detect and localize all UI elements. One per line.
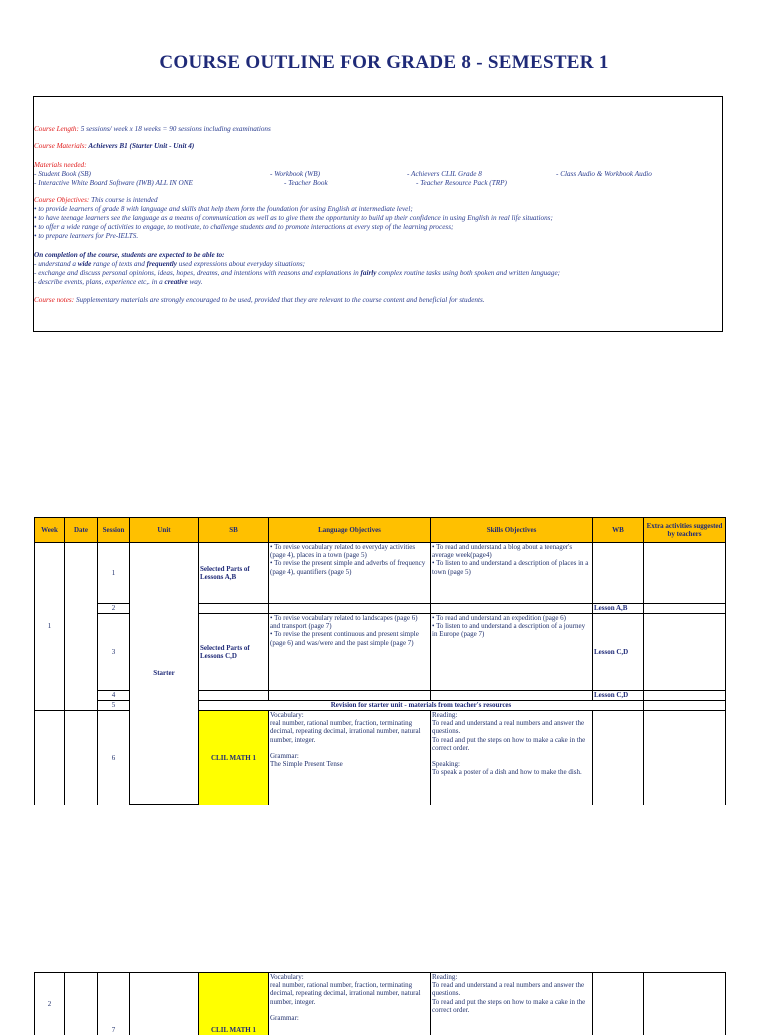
extra-cell	[644, 973, 726, 1035]
header-week: Week	[35, 518, 65, 543]
wb-cell	[593, 711, 644, 805]
week-cell	[35, 711, 65, 805]
table-row	[35, 543, 726, 604]
course-outline-box	[33, 96, 723, 332]
course-notes-label: Course notes:	[34, 296, 75, 304]
unit-cell	[130, 973, 199, 1035]
wb-cell	[593, 543, 644, 604]
completion-text: range of texts and	[91, 260, 147, 268]
language-objectives-cell: • To revise vocabulary related to landscapes (page 6) and transport (page 7) • To revise the present continuous and present simple (page 6) and was/were and the past simple (page 7)	[269, 614, 431, 691]
session-cell: 6	[98, 711, 130, 805]
language-objectives-cell	[269, 604, 431, 614]
page-title: COURSE OUTLINE FOR GRADE 8 - SEMESTER 1	[159, 52, 609, 73]
session-cell: 4	[98, 691, 130, 701]
objective-item: • to provide learners of grade 8 with language and skills that help them form the foundation for using English at intermediate level;	[34, 205, 413, 213]
skills-objectives-cell: • To read and understand a blog about a teenager's average week(page4) • To listen to and understand a description of places in a town (page 5)	[431, 543, 593, 604]
course-materials-label: Course Materials:	[34, 142, 87, 150]
skills-objectives-cell: Reading: To read and understand a real numbers and answer the questions. To read and put the steps on how to make a cake in the correct order. Speaking: To speak a poster of a dish and how to make the dish.	[431, 711, 593, 805]
header-language-objectives: Language Objectives	[269, 518, 431, 543]
completion-text: - exchange and discuss personal opinions, ideas, hopes, dreams, and intentions with reasons and explanations in	[34, 269, 361, 277]
wb-cell	[593, 973, 644, 1035]
materials-needed-label: Materials needed:	[34, 161, 87, 169]
header-date: Date	[65, 518, 98, 543]
header-sb: SB	[199, 518, 269, 543]
extra-cell	[644, 543, 726, 604]
table-row	[35, 973, 726, 1035]
language-objectives-cell: Vocabulary: real number, rational number, fraction, terminating decimal, repeating decimal, irrational number, natural number, integer. Grammar:	[269, 973, 431, 1035]
date-cell	[65, 711, 98, 805]
header-unit: Unit	[130, 518, 199, 543]
date-cell	[65, 973, 98, 1035]
language-objectives-cell	[269, 691, 431, 701]
session-cell: 7	[98, 973, 130, 1035]
objective-item: • to have teenage learners see the language as a means of communication as well as to give them the opportunity to build up their confidence in using English in real life situations;	[34, 214, 553, 222]
date-cell	[65, 543, 98, 711]
session-cell: 2	[98, 604, 130, 614]
material-item: - Teacher Resource Pack (TRP)	[416, 179, 507, 187]
header-skills-objectives: Skills Objectives	[431, 518, 593, 543]
course-length-line	[34, 125, 271, 134]
table-header-row	[35, 518, 726, 543]
header-session: Session	[98, 518, 130, 543]
material-item: - Teacher Book	[284, 179, 328, 187]
unit-cell: Starter	[130, 543, 199, 805]
material-item: - Interactive White Board Software (IWB) ALL IN ONE	[34, 179, 193, 187]
course-materials-text: Achievers B1 (Starter Unit - Unit 4)	[86, 142, 195, 150]
wb-cell: Lesson A,B	[593, 604, 644, 614]
sb-cell-clil: CLIL MATH 1	[199, 973, 269, 1035]
sb-cell	[199, 604, 269, 614]
objective-item: • to prepare learners for Pre-IELTS.	[34, 232, 139, 240]
completion-text: way.	[187, 278, 203, 286]
extra-cell	[644, 711, 726, 805]
extra-cell	[644, 691, 726, 701]
header-extra-activities: Extra activities suggested by teachers	[644, 518, 726, 543]
skills-objectives-cell	[431, 604, 593, 614]
material-item: - Workbook (WB)	[270, 170, 321, 178]
session-cell: 1	[98, 543, 130, 604]
skills-objectives-cell: Reading: To read and understand a real numbers and answer the questions. To read and put the steps on how to make a cake in the correct order.	[431, 973, 593, 1035]
objectives-label: Course Objectives:	[34, 196, 90, 204]
sb-cell-clil: CLIL MATH 1	[199, 711, 269, 805]
schedule-table	[34, 517, 726, 805]
material-item: - Class Audio & Workbook Audio	[556, 170, 652, 178]
extra-cell	[644, 604, 726, 614]
course-materials-line	[34, 142, 194, 151]
completion-emphasis: fairly	[360, 269, 377, 277]
completion-emphasis: creative	[164, 278, 188, 286]
material-item: - Student Book (SB)	[34, 170, 91, 178]
skills-objectives-cell	[431, 691, 593, 701]
course-length-text: 5 sessions/ week x 18 weeks = 90 sessions including examinations	[78, 125, 271, 133]
language-objectives-cell: • To revise vocabulary related to everyday activities (page 4), places in a town (page 5) • To revise the present simple and adverbs of frequency (page 4), quantifiers (page 5)	[269, 543, 431, 604]
completion-text: complex routine tasks using both spoken and written language;	[376, 269, 561, 277]
completion-item-2	[34, 269, 560, 278]
extra-cell	[644, 701, 726, 711]
session-cell: 5	[98, 701, 130, 711]
course-notes-line	[34, 296, 485, 305]
extra-cell	[644, 614, 726, 691]
completion-item-3	[34, 278, 202, 287]
sb-cell	[199, 691, 269, 701]
objectives-intro: This course is intended	[89, 196, 158, 204]
material-item: - Achievers CLIL Grade 8	[407, 170, 482, 178]
sb-cell: Selected Parts of Lessons C,D	[199, 614, 269, 691]
completion-text: used expressions about everyday situations;	[176, 260, 306, 268]
session-cell: 3	[98, 614, 130, 691]
course-length-label: Course Length:	[34, 125, 79, 133]
revision-cell: Revision for starter unit - materials from teacher's resources	[199, 701, 644, 711]
completion-text: - understand a	[34, 260, 78, 268]
completion-emphasis: frequently	[146, 260, 177, 268]
header-wb: WB	[593, 518, 644, 543]
objectives-line	[34, 196, 158, 205]
wb-cell: Lesson C,D	[593, 614, 644, 691]
course-notes-text: Supplementary materials are strongly encouraged to be used, provided that they are relevant to the course content and beneficial for students.	[74, 296, 485, 304]
week-cell: 2	[35, 973, 65, 1035]
sb-cell: Selected Parts of Lessons A,B	[199, 543, 269, 604]
completion-label: On completion of the course, students are expected to be able to:	[34, 251, 225, 259]
completion-emphasis: wide	[77, 260, 92, 268]
week-cell: 1	[35, 543, 65, 711]
schedule-table-continued	[34, 972, 726, 1035]
completion-item-1	[34, 260, 305, 269]
wb-cell: Lesson C,D	[593, 691, 644, 701]
objective-item: • to offer a wide range of activities to engage, to motivate, to challenge students and to promote interactions at every step of the learning process;	[34, 223, 454, 231]
skills-objectives-cell: • To read and understand an expedition (page 6) • To listen to and understand a description of a journey in Europe (page 7)	[431, 614, 593, 691]
language-objectives-cell: Vocabulary: real number, rational number, fraction, terminating decimal, repeating decimal, irrational number, natural number, integer. Grammar: The Simple Present Tense	[269, 711, 431, 805]
completion-text: - describe events, plans, experience etc,. in a	[34, 278, 165, 286]
